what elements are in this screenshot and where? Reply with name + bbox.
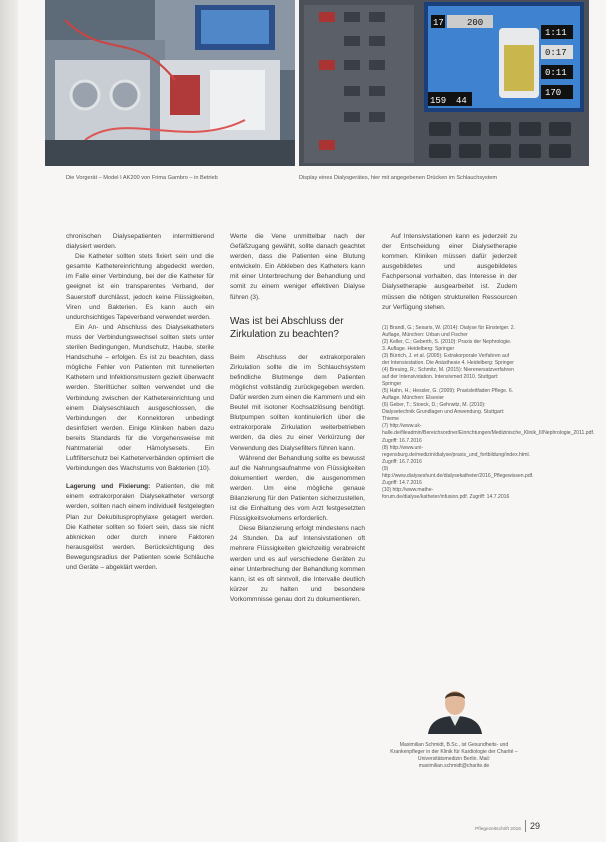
paragraph: Werte die Vene unmittelbar nach der Gefäßzugang gewählt, sollte danach geachtet werden, dass die Patienten eine Blutung entwickeln. Ein Abkleben des Katheters kann mit einer Unterbrechung der Behandlung und somit zu einem weniger effektiven Dialyse führen (3). [230,233,365,301]
reference-item: (3) Bürrich, J. et al. (2005): Extrakorporale Verfahren auf der Intensivstation. Die Anästhesie 4. Heidelberg: Springer [382,352,514,366]
reference-item: (10) http://www.mathe-forum.de/dialyse/katheter/infusion.pdf. Zugriff: 14.7.2016 [382,486,510,500]
paragraph: Diese Bilanzierung erfolgt mindestens nach 24 Stunden. Da auf Intensivstationen oft mehrere Flüssigkeiten gleichzeitig verabreicht werden und es auf verschiedene Geräten zu einer Unterbrechung der Behandlung kommen kann, ist es oft sinnvoll, die Intervalle deutlich kürzer zu halten und besondere Vorkommnisse genau dort zu dokumentieren. [230,525,365,603]
reference-item: (2) Keller, C.; Geberth, S. (2010): Praxis der Nephrologie. 3. Auflage. Heidelberg: Springer [382,338,512,352]
reference-item: (7) http://www.uk-halle.de/fileadmin/Bereichsordner/Einrichtungen/Medizinische_Klinik_II/Nephrologie_2011.pdf. Zugriff: 16.7.2016 [382,423,595,444]
footer-source: Pflegezeitschrift 2016 [475,827,521,832]
reference-item: (6) Geber, T.; Stoeck, D.; Gehrwitz, M. (2010): Dialysetechnik Grundlagen und Anwendung. Stuttgart: Thieme [382,402,505,423]
dialysis-display-photo [299,0,589,166]
reference-item: (9) http://www.dialyseshunt.de/dialysekatheter/2016_Pflegewissen.pdf. Zugriff: 14.7.2016 [382,465,534,486]
article-column-3 [382,232,595,501]
display-bottom: 159 [430,96,447,106]
author-bio: Maximilian Schmidt, B.Sc., ist Gesundheits- und Krankenpfleger in der Klinik für Kardiologie der Charité – Universitätsmedizin Berlin. Mail: maximilian.schmidt@charite.de [390,742,518,770]
section-heading: Was ist bei Abschluss der Zirkulation zu beachten? [230,315,344,340]
display-reading-1: 1:11 [545,28,567,38]
article-column-1 [66,232,214,573]
photo-caption-right: Display eines Dialysgerätes, hier mit angegebenen Drücken im Schlauchsystem [299,175,498,181]
display-top-left: 17 [433,18,444,28]
page-binding-edge [0,0,18,842]
references-list [382,324,595,501]
paragraph: Während der Behandlung sollte es bewusst auf die Nahrungsaufnahme von Flüssigkeiten dokumentiert werden, die ausgenommen werden. Um eine mögliche genaue Bilanzierung für den Patienten sicherzustellen, ist die Einhaltung des vom Arzt festgesetzten Flüssigkeitsvolumens erforderlich. [230,454,365,523]
display-reading-4: 170 [545,88,562,98]
paragraph: Auf Intensivstationen kann es jederzeit zu der Entscheidung einer Dialysetherapie kommen. Kliniken müssen dafür jederzeit ausgebildetes und ausgebildetes Fachpersonal vorhalten, das Interesse in der Dialysetherapie ausgearbeitet ist. Zudem müssen die nötigen strukturellen Ressourcen zur Verfügung stehen. [382,233,517,311]
display-bottom-2: 44 [456,96,467,106]
paragraph: Die Katheter sollten stets fixiert sein und die gesamte Kathetereinrichtung abgedeckt werden, im Falle einer Verbindung, bei der die Katheter für geeignet ist ein transparentes Verband, der Sauerstoff durchlässt, jedoch keine Flüssigkeiten, Viren und Bakterien. Es kann auch ein undurchsichtiges Tapeverband verwendet werden. [66,253,214,321]
display-reading-3: 0:11 [545,68,567,78]
dialysis-machine-photo [45,0,295,166]
reference-item: (4) Breuing, R.; Schmitz, M. (2015): Nierenersatzverfahren auf der Intensivstation. Intensivmed 2010. Stuttgart: Springer [382,367,514,388]
footer-divider [525,820,526,832]
display-reading-2: 0:17 [545,48,567,58]
paragraph-text: Patienten, die mit einem extrakorporalen Dialysekatheter versorgt werden, sollten nach einem individuell festgelegten Plan zur Dekubitusprophylaxe gelagert werden. Die Katheter sollten so fixiert sein, dass sie nicht abknicken oder durch innere Faktoren herausgelöst werden. Berücksichtigung des Bewegungsradius der Patienten sowie Schläuche und Geräte – abgeklärt werden. [66,483,214,571]
paragraph: chronischen Dialysepatienten intermittierend dialysiert werden. [66,233,214,251]
paragraph: Beim Abschluss der extrakorporalen Zirkulation sollte die im Schlauchsystem befindliche Blutmenge dem Patienten möglichst vollständig zurückgegeben werden. Dafür werden zum einen die Kammern und ein Beutel mit isotoner Kochsalzlösung benötigt. Blutpumpen sollten kontinuierlich über die extrakorporale Zirkulation weiterbetrieben werden, da dies zu einer Verkürzung der Verwendung des Dialysefilters führen kann. [230,353,365,452]
page-number: 29 [529,820,540,831]
article-column-2 [230,232,365,605]
run-in-heading: Lagerung und Fixierung: [66,483,151,491]
reference-item: (1) Brandl, G.; Sesaris, W. (2014): Dialyse für Einsteiger. 2. Auflage, München: Urban und Fischer [382,324,516,338]
page-footer [420,817,540,835]
paragraph: Ein An- und Abschluss des Dialysekatheters muss der Verbindungswechsel sollten stets unter sterilen Bedingungen, Mundschutz, Haube, sterile Handschuhe – erfolgen. Es ist zu beachten, dass mögliche Fehler von Patienten mit tunnelierten Kathetern und Infektionsmustern gezielt überwacht werden. Steriltücher sollten verwendet und die Verbindung zwischen der Kathetereinrichtung und einem Dialyseschlauch ausgeschlossen, die Verbindungen der Konnektoren unbedingt desinfiziert werden. Einige Kliniken haben dazu bereits Standards für die Vorgehensweise mit Nahtmaterial oder Hämolysesets. Ein Luftfilterschutz bei Katheterverbänden optimiert die Verbindungen des Wachstums von Bakterien (10). [66,323,214,473]
reference-item: (5) Hahn, H.; Hessler, G. (2009): Praxisleitfaden Pflege. 6. Auflage. München: Elsevier [382,388,514,402]
author-portrait [420,686,490,734]
photo-caption-left: Die Vorgerät – Model I AK200 von Frima Gambro – in Betrieb [66,175,218,181]
paragraph-lagerung [66,482,214,573]
display-top-mid: 200 [467,18,484,28]
reference-item: (8) http://www.uni-regensburg.de/medizin/dialyse/praxis_und_fortbildung/index.html. Zugriff: 16.7.2016 [382,444,531,465]
